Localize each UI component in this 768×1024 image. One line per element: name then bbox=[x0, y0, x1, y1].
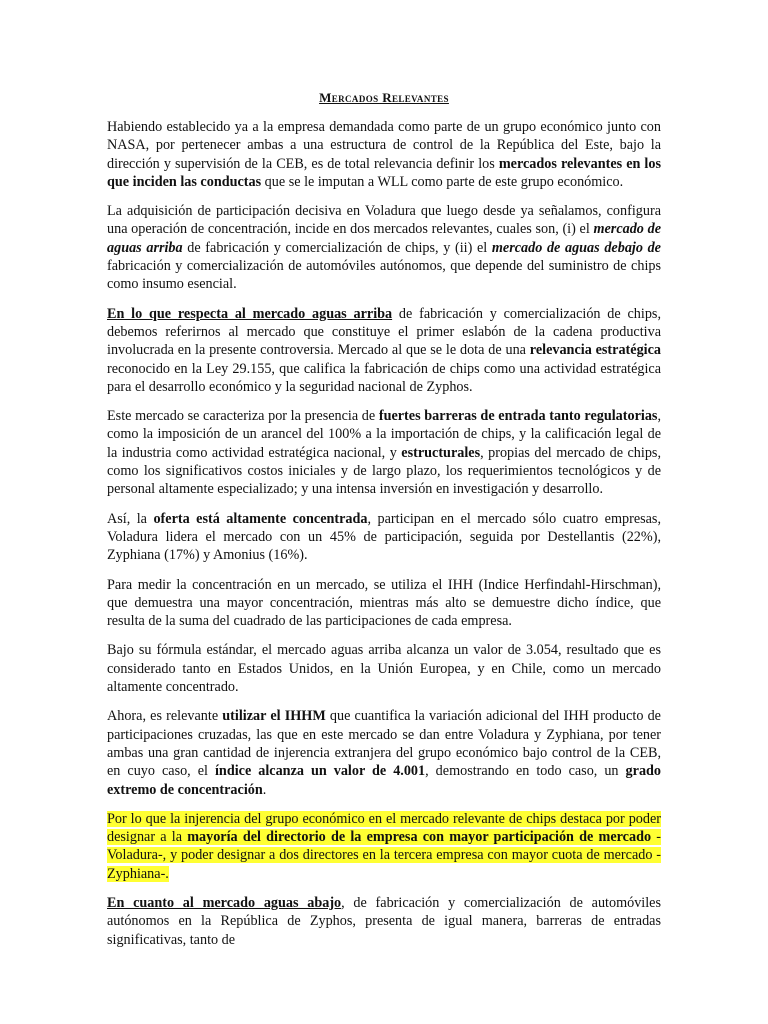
paragraph-p1 bbox=[107, 118, 661, 191]
text-segment: , de fabricación y comercialización de automóviles autónomos en la República de Zyphos, presenta de igual manera, barreras de entradas significativas, tanto de bbox=[107, 894, 662, 948]
paragraph-p3 bbox=[107, 305, 661, 396]
text-segment: Así, la bbox=[107, 510, 154, 527]
paragraph-p7 bbox=[107, 641, 661, 696]
text-segment: Bajo su fórmula estándar, el mercado aguas arriba alcanza un valor de 3.054, resultado que es considerado tanto en Estados Unidos, en la Unión Europea, y en Chile, como un mercado altamente concentrado. bbox=[107, 642, 661, 696]
text-segment: fabricación y comercialización de automóviles autónomos, que depende del suministro de chips como insumo esencial. bbox=[107, 258, 661, 293]
text-segment: mercado de aguas arriba bbox=[107, 221, 661, 256]
text-segment: Habiendo establecido ya a la empresa demandada como parte de un grupo económico junto con NASA, por pertenecer ambas a una estructura de control de la República del Este, bajo la dirección y supervisión de la CEB, es de total relevancia definir los bbox=[107, 119, 661, 172]
text-segment: de fabricación y comercialización de chips, debemos referirnos al mercado que constituye el primer eslabón de la cadena productiva involucrada en la presente controversia. Mercado al que se le dota de una bbox=[107, 305, 661, 359]
text-segment: Para medir la concentración en un mercado, se utiliza el IHH (Indice Herfindahl-Hirschman), que demuestra una mayor concentración, mientras más alto se demuestre dicho índice, que resulta de la suma del cuadrado de las participaciones de cada empresa. bbox=[107, 576, 661, 630]
text-segment: , participan en el mercado sólo cuatro empresas, Voladura lidera el mercado con un 45% de participación, seguida por Destellantis (22%), Zyphiana (17%) y Amonius (16%). bbox=[107, 510, 661, 564]
paragraph-p10 bbox=[107, 894, 661, 949]
text-segment: mayoría del directorio de la empresa con mayor participación de mercado bbox=[187, 829, 652, 846]
text-segment: . bbox=[262, 781, 267, 798]
text-segment: Este mercado se caracteriza por la presencia de bbox=[107, 408, 379, 425]
document-title: Mercados Relevantes bbox=[319, 90, 449, 105]
text-segment: reconocido en la Ley 29.155, que califica la fabricación de chips como una actividad estratégica para el desarrollo económico y la seguridad nacional de Zyphos. bbox=[107, 360, 661, 395]
document-body bbox=[107, 118, 661, 949]
text-segment: relevancia estratégica bbox=[529, 342, 661, 359]
paragraph-p6 bbox=[107, 576, 661, 631]
text-segment: En lo que respecta al mercado aguas arriba bbox=[107, 305, 393, 322]
paragraph-p5 bbox=[107, 510, 661, 565]
text-segment: índice alcanza un valor de 4.001 bbox=[214, 763, 426, 780]
paragraph-p2 bbox=[107, 202, 661, 293]
text-segment: grado extremo de concentración bbox=[107, 763, 662, 798]
text-segment: Ahora, es relevante bbox=[107, 708, 223, 725]
text-segment: La adquisición de participación decisiva en Voladura que luego desde ya señalamos, configura una operación de concentración, incide en dos mercados relevantes, cuales son, (i) el bbox=[107, 203, 661, 238]
text-segment: , propias del mercado de chips, como los significativos costos iniciales y de largo plazo, los requerimientos tecnológicos y de personal altamente especializado; y una intensa inversión en investigación y desarrollo. bbox=[107, 444, 661, 498]
text-segment: que se le imputan a WLL como parte de este grupo económico. bbox=[261, 173, 624, 190]
text-segment: -Voladura-, y poder designar a dos directores en la tercera empresa con mayor cuota de mercado -Zyphiana-. bbox=[107, 829, 661, 882]
text-segment: Por lo que la injerencia del grupo económico en el mercado relevante de chips destaca por poder designar a la bbox=[107, 810, 661, 846]
text-segment: utilizar el IHHM bbox=[222, 708, 326, 725]
text-segment: En cuanto al mercado aguas abajo bbox=[107, 894, 342, 911]
paragraph-p8 bbox=[107, 707, 661, 798]
paragraph-p9 bbox=[107, 810, 661, 883]
text-segment: estructurales bbox=[401, 444, 481, 461]
text-segment: oferta está altamente concentrada bbox=[153, 510, 368, 527]
text-segment: mercado de aguas debajo de bbox=[491, 239, 661, 256]
text-segment: , como la imposición de un arancel del 100% a la importación de chips, y la calificación legal de la industria como actividad estratégica nacional, y bbox=[107, 408, 661, 461]
text-segment: de fabricación y comercialización de chips, y (ii) el bbox=[182, 239, 492, 256]
text-segment: mercados relevantes en los que inciden las conductas bbox=[107, 155, 661, 190]
text-segment: , demostrando en todo caso, un bbox=[425, 763, 626, 780]
paragraph-p4 bbox=[107, 407, 661, 498]
text-segment: que cuantifica la variación adicional del IHH producto de participaciones cruzadas, las que en este mercado se dan entre Voladura y Zyphiana, por tener ambas una gran cantidad de injerencia extranjera del grupo económico bajo control de la CEB, en cuyo caso, el bbox=[107, 708, 661, 780]
text-segment: fuertes barreras de entrada tanto regulatorias bbox=[378, 408, 658, 425]
